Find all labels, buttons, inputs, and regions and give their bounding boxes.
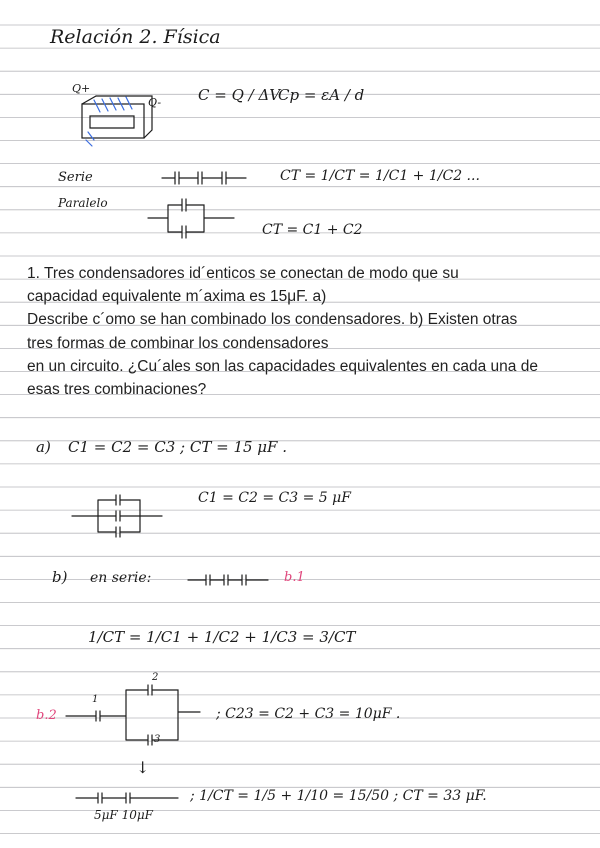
- charge-positive: Q+: [72, 82, 91, 95]
- en-serie-label: en serie:: [90, 570, 152, 586]
- charge-negative: Q-: [148, 96, 162, 109]
- problem-line: esas tres combinaciones?: [27, 381, 207, 399]
- problem-line: capacidad equivalente m´axima es 15μF. a): [27, 288, 327, 306]
- paralelo-label: Paralelo: [58, 196, 108, 210]
- b2-final-formula: ; 1/CT = 1/5 + 1/10 = 15/50 ; CT = 33 μF.: [190, 788, 487, 804]
- part-a-result: C1 = C2 = C3 = 5 μF: [198, 490, 351, 506]
- part-a-equation: C1 = C2 = C3 ; CT = 15 μF .: [68, 438, 287, 456]
- plate-capacitance-formula: Cp = εA / d: [278, 86, 365, 104]
- part-b-label: b): [52, 568, 68, 586]
- b1-formula: 1/CT = 1/C1 + 1/C2 + 1/C3 = 3/CT: [88, 628, 356, 646]
- capacitance-formula: C = Q / ΔV: [198, 86, 281, 104]
- part-a-label: a): [36, 438, 51, 456]
- b2-node-3: 3: [154, 734, 161, 745]
- problem-line: en un circuito. ¿Cu´ales son las capacidades equivalentes en cada una de: [27, 357, 538, 375]
- problem-statement: [27, 262, 587, 401]
- b2-node-2: 2: [152, 672, 159, 683]
- serie-formula: CT = 1/CT = 1/C1 + 1/C2 ...: [280, 168, 480, 184]
- problem-line: 1. Tres condensadores id´enticos se conectan de modo que su: [27, 265, 459, 282]
- problem-line: Describe c´omo se han combinado los condensadores. b) Existen otras: [27, 311, 518, 329]
- b2-tag: b.2: [36, 708, 57, 723]
- paralelo-formula: CT = C1 + C2: [262, 222, 363, 238]
- b2-formula: ; C23 = C2 + C3 = 10μF .: [216, 706, 401, 722]
- serie-label: Serie: [58, 170, 93, 185]
- b2-cap-labels: 5μF 10μF: [94, 808, 153, 822]
- b2-node-1: 1: [92, 694, 99, 705]
- down-arrow-icon: ↓: [136, 758, 150, 777]
- page-title: Relación 2. Física: [50, 26, 221, 48]
- b1-tag: b.1: [284, 570, 305, 585]
- problem-line: tres formas de combinar los condensadores: [27, 334, 329, 352]
